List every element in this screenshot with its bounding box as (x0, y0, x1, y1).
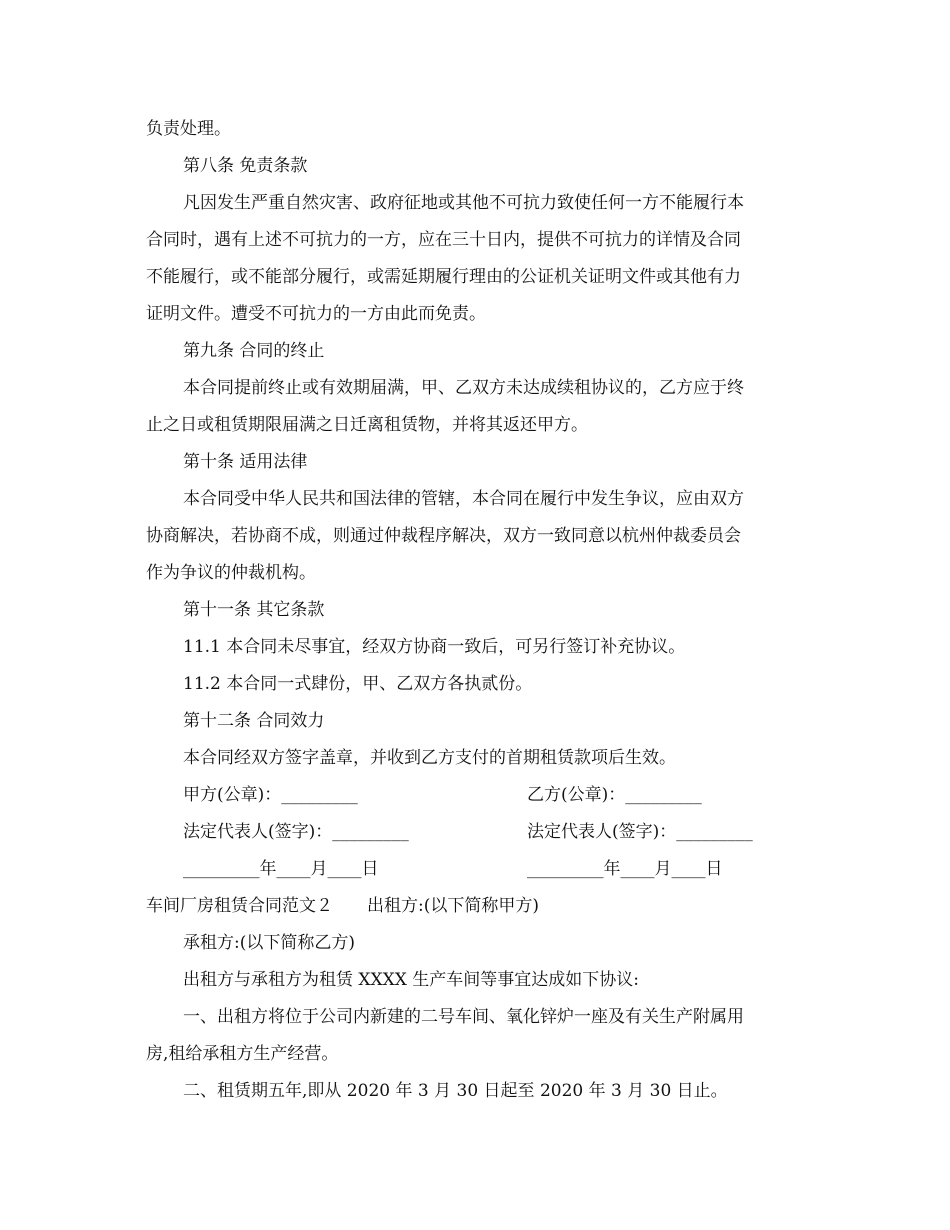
text-line: 承租方:(以下简称乙方) (183, 933, 355, 953)
text-line: 本合同提前终止或有效期届满，甲、乙双方未达成续租协议的，乙方应于终 (183, 378, 744, 398)
text-line: 凡因发生严重自然灾害、政府征地或其他不可抗力致使任何一方不能履行本 (183, 193, 744, 213)
text-line: 11.1 本合同未尽事宜，经双方协商一致后，可另行签订补充协议。 (183, 637, 686, 657)
party-b-seal: 乙方(公章)：_________ (527, 785, 702, 805)
document-title-line: 车间厂房租赁合同范文２ 出租方:(以下简称甲方) (146, 896, 539, 916)
text-line: 合同时，遇有上述不可抗力的一方，应在三十日内，提供不可抗力的详情及合同 (146, 230, 741, 250)
text-line: 11.2 本合同一式肆份，甲、乙双方各执贰份。 (183, 674, 533, 694)
party-a-seal: 甲方(公章)：_________ (183, 785, 358, 805)
text-line: 作为争议的仲裁机构。 (146, 563, 316, 583)
text-line: 本合同受中华人民共和国法律的管辖，本合同在履行中发生争议，应由双方 (183, 489, 744, 509)
text-line: 一、出租方将位于公司内新建的二号车间、氧化锌炉一座及有关生产附属用 (183, 1007, 744, 1027)
text-line: 出租方与承租方为租赁 XXXX 生产车间等事宜达成如下协议: (183, 970, 639, 990)
text-line: 止之日或租赁期限届满之日迁离租赁物，并将其返还甲方。 (146, 415, 588, 435)
text-line: 证明文件。遭受不可抗力的一方由此而免责。 (146, 304, 486, 324)
party-b-date: _________年____月____日 (527, 859, 723, 879)
text-line: 本合同经双方签字盖章，并收到乙方支付的首期租赁款项后生效。 (183, 748, 676, 768)
section-heading: 第十一条 其它条款 (183, 600, 325, 620)
section-heading: 第十条 适用法律 (183, 452, 308, 472)
text-line: 负责处理。 (146, 119, 231, 139)
party-a-date: _________年____月____日 (183, 859, 379, 879)
party-a-representative: 法定代表人(签字)：_________ (183, 822, 409, 842)
section-heading: 第九条 合同的终止 (183, 341, 325, 361)
section-heading: 第十二条 合同效力 (183, 711, 325, 731)
text-line: 二、租赁期五年,即从 2020 年 3 月 30 日起至 2020 年 3 月 30 日止。 (183, 1081, 728, 1101)
text-line: 协商解决，若协商不成，则通过仲裁程序解决，双方一致同意以杭州仲裁委员会 (146, 526, 741, 546)
party-b-representative: 法定代表人(签字)：_________ (527, 822, 753, 842)
text-line: 不能履行，或不能部分履行，或需延期履行理由的公证机关证明文件或其他有力 (146, 267, 741, 287)
section-heading: 第八条 免责条款 (183, 156, 308, 176)
text-line: 房,租给承租方生产经营。 (146, 1044, 339, 1064)
